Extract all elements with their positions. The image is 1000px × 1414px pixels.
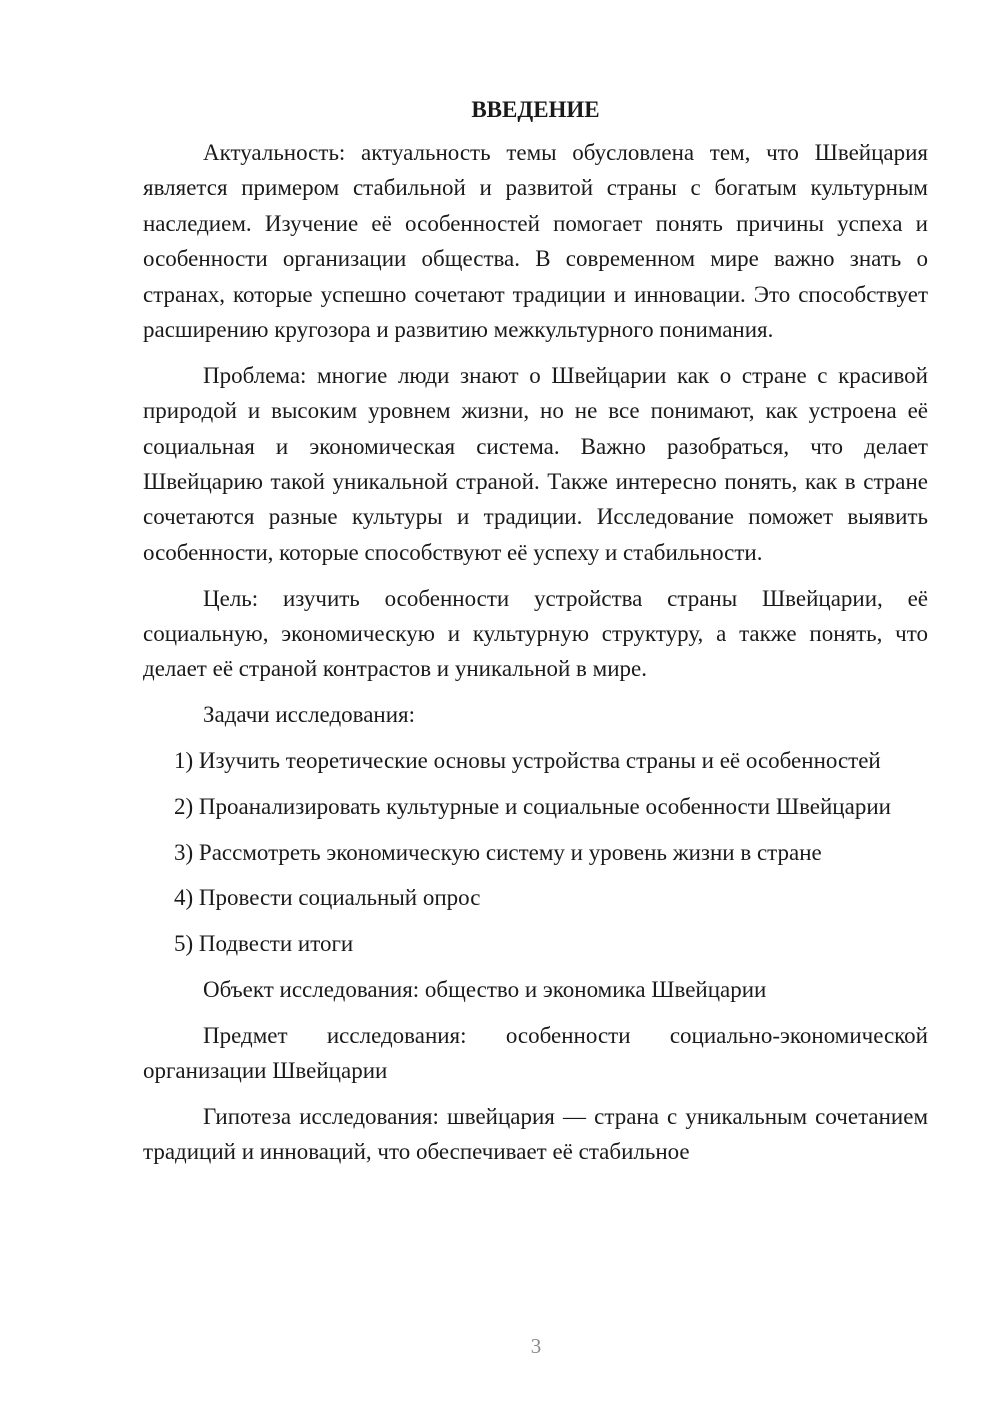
document-body: [143, 92, 928, 1170]
hypothesis-paragraph: Гипотеза исследования: швейцария — страна с уникальным сочетанием традиций и инноваций, что обеспечивает её стабильное: [143, 1104, 928, 1165]
list-item: 4) Провести социальный опрос: [174, 885, 481, 911]
page-number: 3: [530, 1334, 542, 1358]
list-item: 1) Изучить теоретические основы устройства страны и её особенностей: [174, 748, 881, 774]
list-item: 3) Рассмотреть экономическую систему и уровень жизни в стране: [174, 839, 822, 865]
list-item: 2) Проанализировать культурные и социальные особенности Швейцарии: [174, 793, 891, 819]
object-paragraph: Объект исследования: общество и экономика Швейцарии: [203, 977, 767, 1003]
problem-paragraph: Проблема: многие люди знают о Швейцарии как о стране с красивой природой и высоким уровнем жизни, но не все понимают, как устроена её социальная и экономическая система. Важно разобраться, что делает Швейцарию такой уникальной страной. Также интересно понять, как в стране сочетаются разные культуры и традиции. Исследование поможет выявить особенности, которые способствуют её успеху и стабильности.: [143, 362, 928, 565]
subject-paragraph: Предмет исследования: особенности социально-экономической организации Швейцарии: [143, 1022, 928, 1084]
goal-paragraph: Цель: изучить особенности устройства страны Швейцарии, её социальную, экономическую и культурную структуру, а также понять, что делает её страной контрастов и уникальной в мире.: [143, 585, 928, 682]
tasks-heading: Задачи исследования:: [203, 702, 416, 728]
page-title: ВВЕДЕНИЕ: [471, 97, 600, 122]
list-item: 5) Подвести итоги: [174, 931, 354, 957]
tasks-list: [143, 743, 928, 962]
relevance-paragraph: Актуальность: актуальность темы обусловлена тем, что Швейцария является примером стабильной и развитой страны с богатым культурным наследием. Изучение её особенностей помогает понять причины успеха и особенности организации общества. В современном мире важно знать о странах, которые успешно сочетают традиции и инновации. Это способствует расширению кругозора и развитию межкультурного понимания.: [143, 140, 928, 343]
